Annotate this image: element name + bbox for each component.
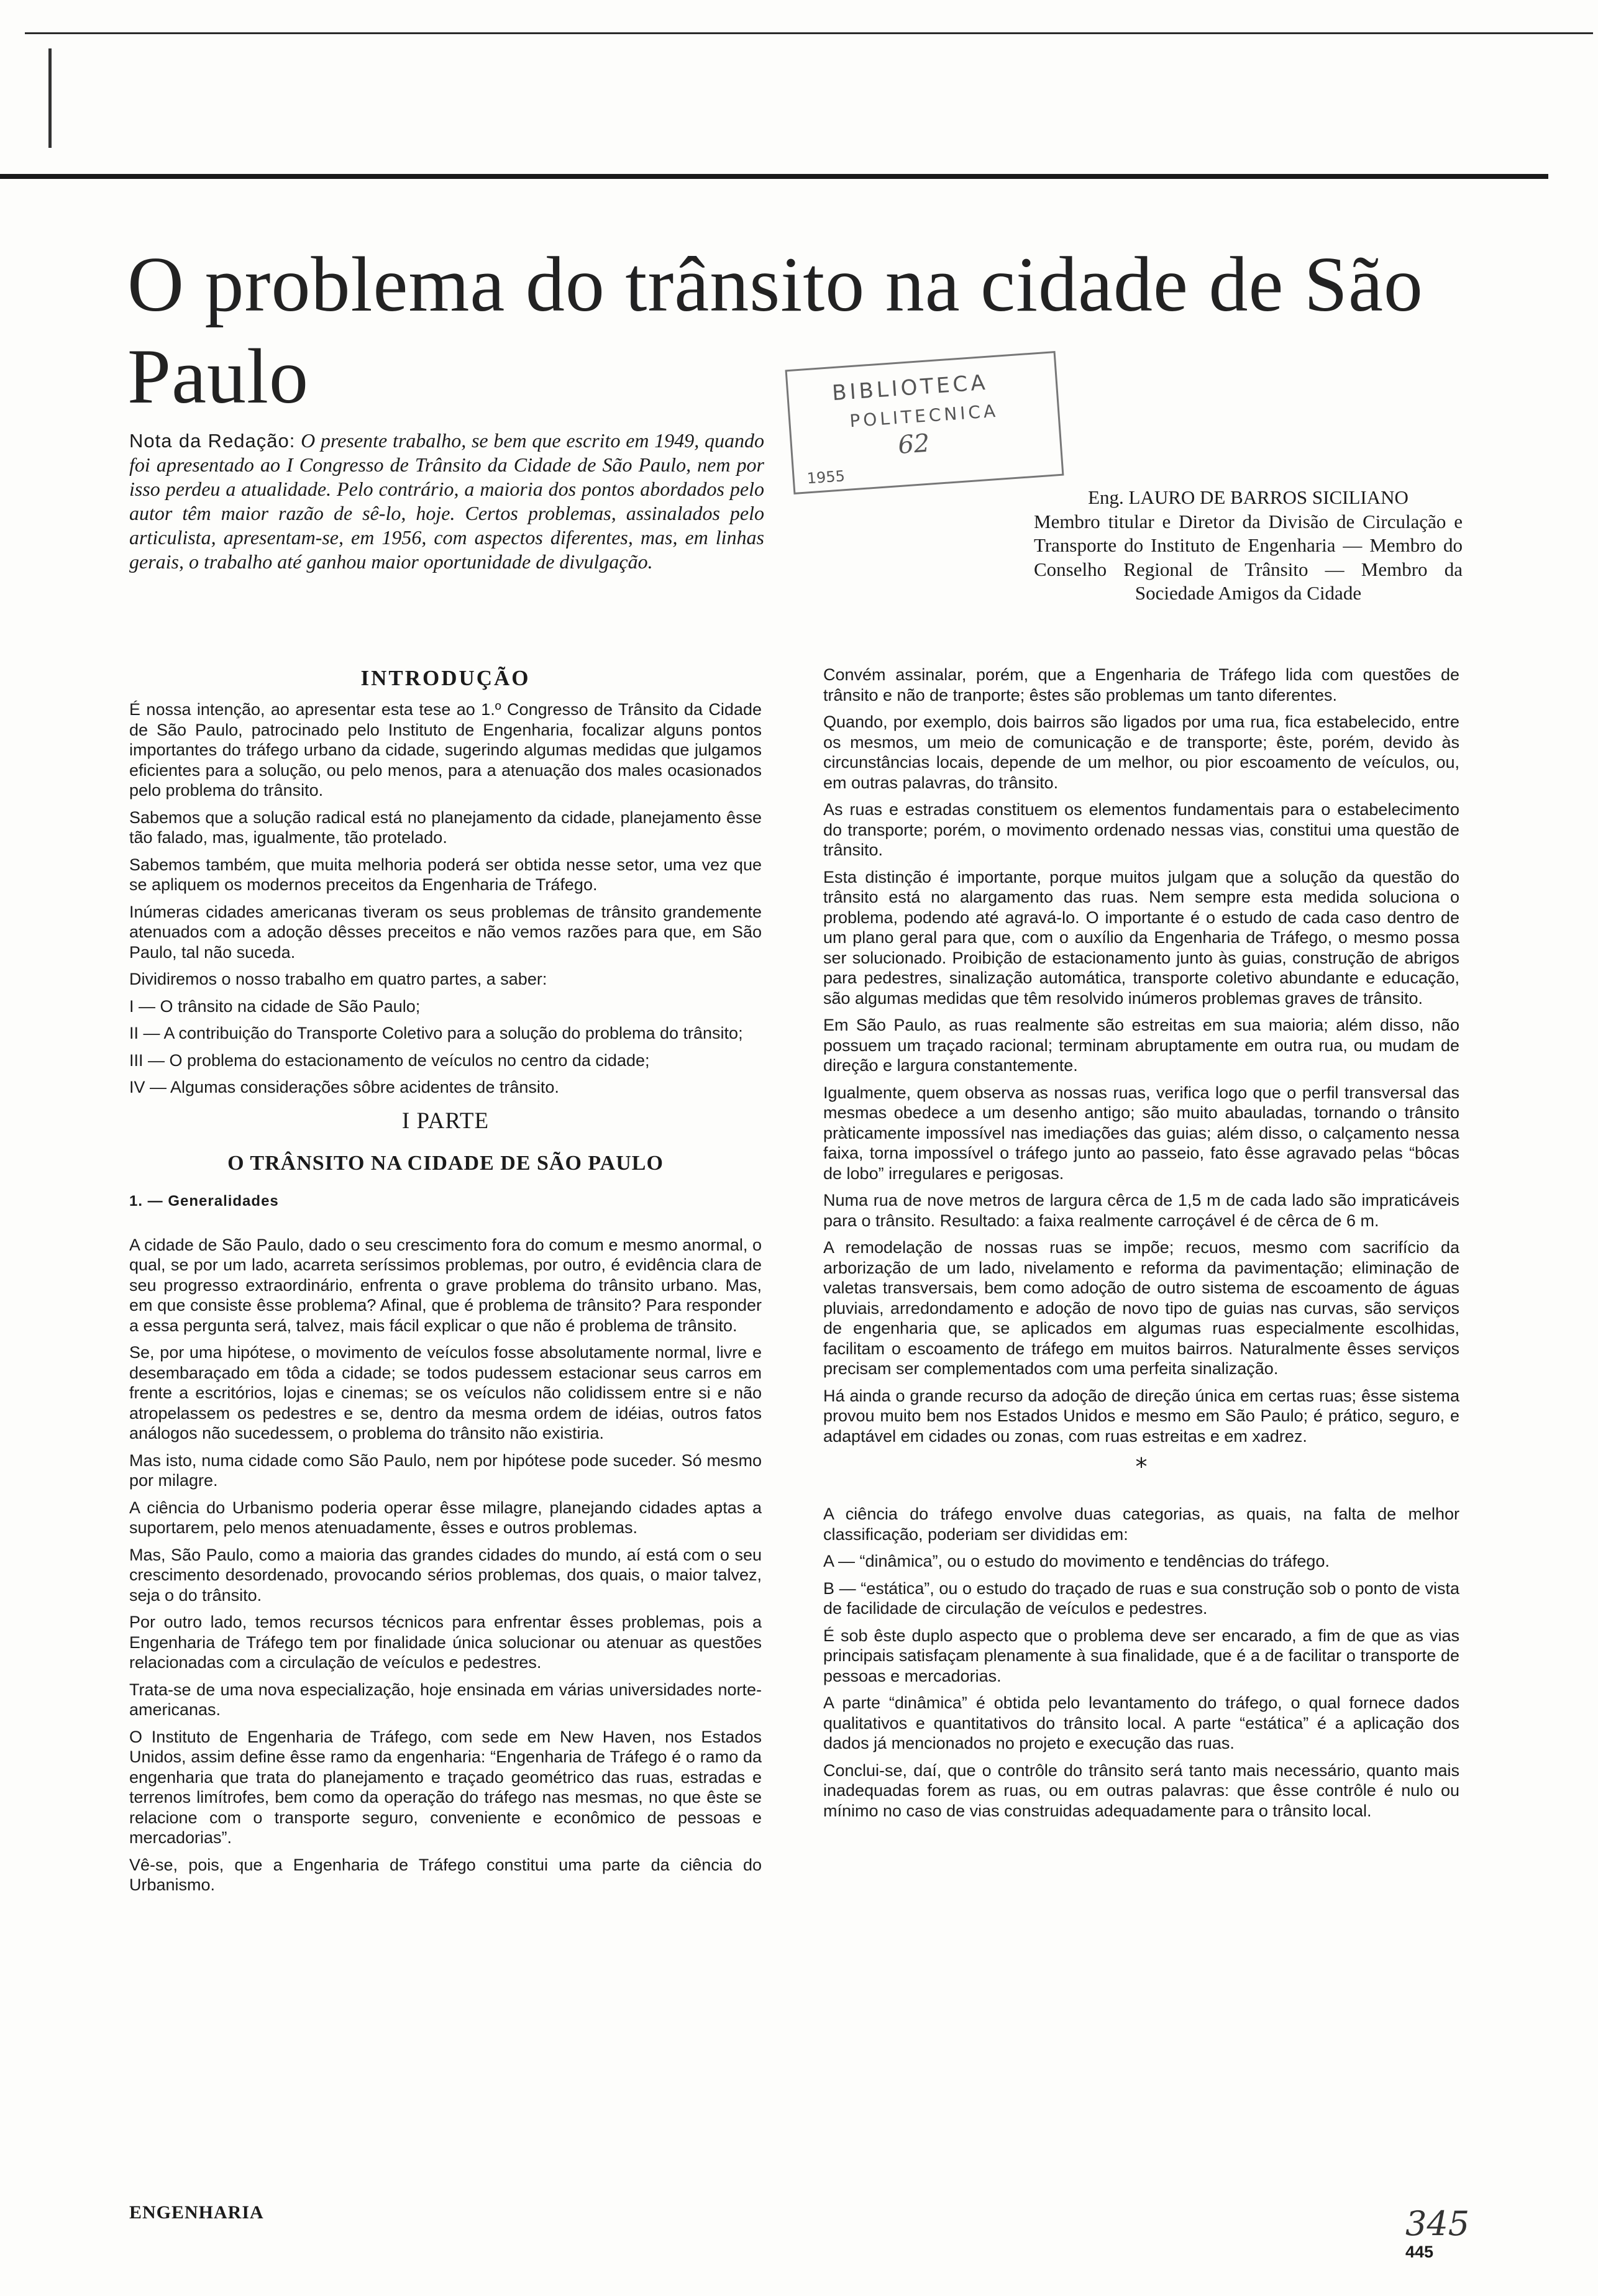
paragraph: A ciência do Urbanismo poderia operar êsse milagre, planejando cidades aptas a suportarem, pelo menos atenuadamente, êsses e outros problemas. xyxy=(129,1498,762,1537)
section-heading: O TRÂNSITO NA CIDADE DE SÃO PAULO xyxy=(227,1151,664,1175)
paragraph: Por outro lado, temos recursos técnicos para enfrentar êsses problemas, pois a Engenharia de Tráfego tem por finalidade única solucionar ou atenuar as questões relacionadas com a circulação de veículos e pedestres. xyxy=(129,1613,762,1672)
page-top-edge xyxy=(25,32,1593,34)
paragraph: Sabemos também, que muita melhoria poderá ser obtida nesse setor, uma vez que se apliquem os modernos preceitos da Engenharia de Tráfego. xyxy=(129,855,762,894)
list-item: I — O trânsito na cidade de São Paulo; xyxy=(129,996,421,1016)
paragraph: A ciência do tráfego envolve duas categorias, as quais, na falta de melhor classificação, poderiam ser divididas em: xyxy=(823,1505,1459,1544)
paragraph: Trata-se de uma nova especialização, hoje ensinada em várias universidades norte-americanas. xyxy=(129,1680,762,1719)
editor-note-lead: Nota da Redação: xyxy=(129,430,296,452)
page-number: 445 xyxy=(1405,2243,1434,2261)
paragraph: Se, por uma hipótese, o movimento de veículos fosse absolutamente normal, livre e desembaraçado em tôda a cidade; se todos pudessem estacionar seus carros em frente a escritórios, lojas e cinemas; se os veículos não colidissem entre si e não atropelassem os pedestres e se, dentro da mesma ordem de idéias, outros fatos análogos não sucedessem, o problema do trânsito não existiria. xyxy=(129,1343,762,1442)
paragraph: Mas, São Paulo, como a maioria das grandes cidades do mundo, aí está com o seu crescimento desordenado, provocando sérios problemas, dos quais, o maior talvez, seja o do trânsito. xyxy=(129,1545,762,1605)
intro-heading: INTRODUÇÃO xyxy=(360,666,531,690)
paragraph: É sob êste duplo aspecto que o problema deve ser encarado, a fim de que as vias principais satisfaçam plenamente à sua finalidade, que é a de facilitar o transporte de pessoas e mercadorias. xyxy=(823,1626,1459,1685)
paragraph: Dividiremos o nosso trabalho em quatro partes, a saber: xyxy=(129,970,547,988)
paragraph: Sabemos que a solução radical está no planejamento da cidade, planejamento êsse tão falado, mas, igualmente, tão protelado. xyxy=(129,808,762,847)
section-separator: * xyxy=(1135,1453,1148,1480)
paragraph: Numa rua de nove metros de largura cêrca de 1,5 m de cada lado são impraticáveis para o trânsito. Resultado: a faixa realmente carroçável é de cêrca de 6 m. xyxy=(823,1191,1459,1230)
stamp-line-2: POLITECNICA xyxy=(849,400,1000,432)
paragraph: Convém assinalar, porém, que a Engenharia de Tráfego lida com questões de trânsito e não de tranporte; êstes são problemas um tanto diferentes. xyxy=(823,665,1459,704)
paragraph: Há ainda o grande recurso da adoção de direção única em certas ruas; êsse sistema provou muito bem nos Estados Unidos e mesmo em São Paulo; é prático, seguro, e adaptável em cidades ou zonas, com ruas estreitas e em xadrez. xyxy=(823,1386,1459,1446)
paragraph: Vê-se, pois, que a Engenharia de Tráfego constitui uma parte da ciência do Urbanismo. xyxy=(129,1855,762,1894)
paragraph: B — “estática”, ou o estudo do traçado de ruas e sua construção sob o ponto de vista de facilidade de circulação de veículos e pedestres. xyxy=(823,1578,1459,1618)
paragraph: O Instituto de Engenharia de Tráfego, com sede em New Haven, nos Estados Unidos, assim define êsse ramo da engenharia: “Engenharia de Tráfego é o ramo da engenharia que trata do planejamento e traçado geométrico das ruas, estradas e terrenos limítrofes, bem como da operação do tráfego nas mesmas, no que êste se relacione com o transporte seguro, conveniente e econômico de pessoas e mercadorias”. xyxy=(129,1727,762,1847)
library-stamp xyxy=(785,351,1064,494)
paragraph: Igualmente, quem observa as nossas ruas, verifica logo que o perfil transversal das mesmas obedece a um desenho antigo; são muito abauladas, tornando o trânsito pràticamente impossível nas imediações das guias; além disso, o calçamento nessa faixa, torna impossível o tráfego junto ao passeio, fato êsse agravado pelas “bôcas de lobo” irregulares e perigosas. xyxy=(823,1083,1459,1183)
list-item: III — O problema do estacionamento de veículos no centro da cidade; xyxy=(129,1050,650,1070)
list-item: II — A contribuição do Transporte Coletivo para a solução do problema do trânsito; xyxy=(129,1024,743,1042)
paragraph: É nossa intenção, ao apresentar esta tese ao 1.º Congresso de Trânsito da Cidade de São Paulo, patrocinado pelo Instituto de Engenharia, focalizar alguns pontos importantes do tráfego urbano da cidade, sugerindo algumas medidas que julgamos eficientes para a solução, ou pelo menos, para a atenuação dos males ocasionados pelo problema do trânsito. xyxy=(129,700,762,800)
list-item: IV — Algumas considerações sôbre acidentes de trânsito. xyxy=(129,1078,559,1096)
right-column xyxy=(823,665,1459,1828)
editor-note xyxy=(129,429,764,574)
paragraph: A — “dinâmica”, ou o estudo do movimento e tendências do tráfego. xyxy=(823,1552,1330,1570)
paragraph: Conclui-se, daí, que o contrôle do trânsito será tanto mais necessário, quanto mais inadequadas forem as ruas, ou em outras palavras: que êsse contrôle é nulo ou mínimo no caso de vias construidas adequadamente para o trânsito local. xyxy=(823,1761,1459,1820)
stamp-line-1: BIBLIOTECA xyxy=(831,370,989,406)
paragraph: A parte “dinâmica” é obtida pelo levantamento do tráfego, o qual fornece dados qualitativos e quantitativos do trânsito local. A parte “estática” é a aplicação dos dados já mencionados no projeto e execução das ruas. xyxy=(823,1693,1459,1752)
author-block xyxy=(1034,486,1463,606)
journal-name: ENGENHARIA xyxy=(129,2202,264,2223)
paragraph: A cidade de São Paulo, dado o seu crescimento fora do comum e mesmo anormal, o qual, se por um lado, acarreta seríssimos problemas, por outro, é evidência clara de seu progresso extraordinário, enfrenta o grave problema do trânsito urbano. Mas, em que consiste êsse problema? Afinal, que é problema de trânsito? Para responder a essa pergunta será, talvez, mais fácil explicar o que não é problema de trânsito. xyxy=(129,1235,762,1335)
paragraph: As ruas e estradas constituem os elementos fundamentais para o estabelecimento do transporte; porém, o movimento ordenado nessas vias, constitui uma questão de trânsito. xyxy=(823,800,1459,859)
paragraph: Em São Paulo, as ruas realmente são estreitas em sua maioria; além disso, não possuem um traçado racional; terminam abruptamente em outra rua, ou mudam de direção e largura constantemente. xyxy=(823,1016,1459,1075)
paragraph: Mas isto, numa cidade como São Paulo, nem por hipótese pode suceder. Só mesmo por milagre. xyxy=(129,1451,762,1490)
left-column xyxy=(129,665,762,1902)
margin-mark xyxy=(48,48,57,148)
subsection-heading: 1. — Generalidades xyxy=(129,1192,279,1210)
paragraph: Quando, por exemplo, dois bairros são ligados por uma rua, fica estabelecido, entre os mesmos, um meio de comunicação e de transporte; êste, porém, devido às circunstâncias locais, depende de um melhor, ou pior escoamento de veículos, ou, em outras palavras, do trânsito. xyxy=(823,713,1459,792)
part-heading: I PARTE xyxy=(401,1108,490,1134)
paragraph: Inúmeras cidades americanas tiveram os seus problemas de trânsito grandemente atenuados com a adoção dêsses preceitos e não vemos razões para que, em São Paulo, tal não suceda. xyxy=(129,902,762,962)
paragraph: A remodelação de nossas ruas se impõe; recuos, mesmo com sacrifício da arborização de um lado, nivelamento e reforma da pavimentação; eliminação de valetas transversais, bem como adoção de outro sistema de escoamento de águas pluviais, arredondamento e adoção de novo tipo de guias nas curvas, são serviços de engenharia que, se aplicados em algumas ruas especialmente escolhidas, facilitam o escoamento de tráfego em muitos bairros. Naturalmente êsses serviços precisam ser complementados com uma perfeita sinalização. xyxy=(823,1238,1459,1378)
stamp-number: 62 xyxy=(897,429,931,460)
article-title: O problema do trânsito na cidade de São Paulo xyxy=(127,242,1423,420)
author-affiliation: Membro titular e Diretor da Divisão de Circulação e Transporte do Instituto de Engenharia — Membro do Conselho Regional de Trânsito — Membro da Sociedade Amigos da Cidade xyxy=(1034,510,1463,604)
editor-note-body: O presente trabalho, se bem que escrito em 1949, quando foi apresentado ao I Congresso de Trânsito da Cidade de São Paulo, nem por isso perdeu a atualidade. Pelo contrário, a maioria dos pontos abordados pelo autor têm maior razão de sê-lo, hoje. Certos problemas, assinalados pelo articulista, apresentam-se, em 1956, com aspectos diferentes, mas, em linhas gerais, o trabalho até ganhou maior oportunidade de divulgação. xyxy=(129,429,764,573)
header-rule xyxy=(0,174,1548,179)
stamp-line-4: 1955 xyxy=(806,467,846,488)
author-name: Eng. LAURO DE BARROS SICILIANO xyxy=(1088,486,1409,508)
paragraph: Esta distinção é importante, porque muitos julgam que a solução da questão do trânsito está no alargamento das ruas. Nem sempre esta medida soluciona o problema, podendo até agravá-lo. O importante é o estudo de cada caso dentro de um plano geral para que, com o auxílio da Engenharia de Tráfego, o mesmo possa ser solucionado. Proibição de estacionamento junto às guias, construção de abrigos para pedestres, sinalização automática, transporte coletivo abundante e educação, são algumas medidas que têm resolvido inúmeros problemas graves de trânsito. xyxy=(823,867,1459,1008)
handwritten-page-number: 345 xyxy=(1405,2204,1470,2243)
